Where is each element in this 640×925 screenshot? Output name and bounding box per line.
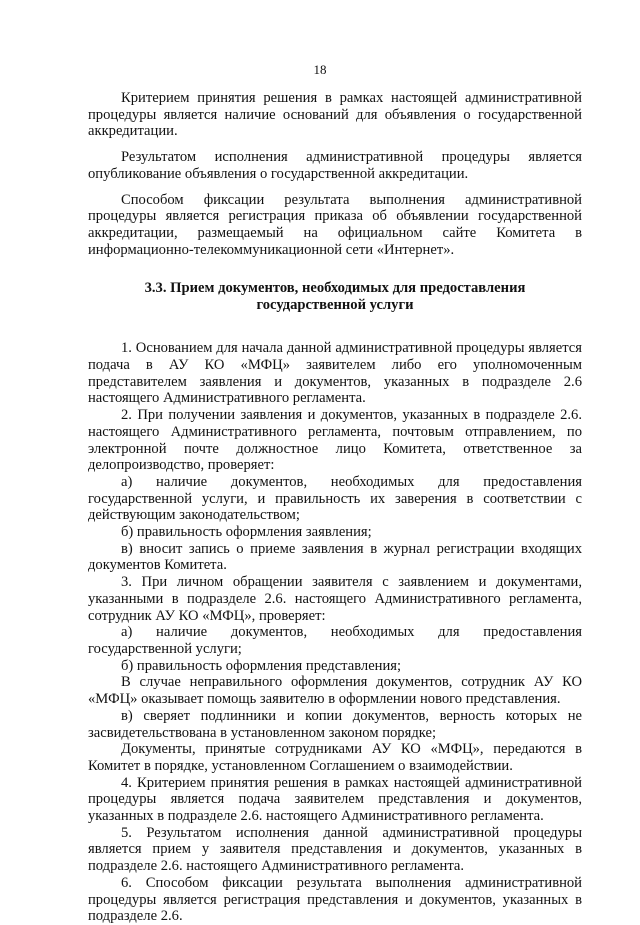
paragraph: Критерием принятия решения в рамках настоящей административной процедуры является наличие оснований для объявления о государственной аккредитации. (88, 90, 582, 140)
list-item: в) вносит запись о приеме заявления в журнал регистрации входящих документов Комитета. (88, 540, 582, 574)
paragraph: 6. Способом фиксации результата выполнения административной процедуры является регистрация представления и документов, указанных в подразделе 2.6. (88, 874, 582, 925)
list-item: а) наличие документов, необходимых для предоставления государственной услуги; (88, 624, 582, 657)
list-item: б) правильность оформления представления; (121, 657, 402, 674)
paragraph: 5. Результатом исполнения данной административной процедуры является прием у заявителя представления и документов, указанных в подразделе 2.6. настоящего Административного регламента. (88, 824, 582, 875)
page-number: 18 (313, 62, 327, 77)
paragraph: Способом фиксации результата выполнения административной процедуры является регистрация приказа об объявлении государственной аккредитации, размещаемый на официальном сайте Комитета в информационно-телекоммуникационной сети «Интернет». (88, 191, 582, 258)
paragraph: Документы, принятые сотрудниками АУ КО «МФЦ», передаются в Комитет в порядке, установленном Соглашением о взаимодействии. (88, 741, 582, 774)
paragraph: Результатом исполнения административной процедуры является опубликование объявления о государственной аккредитации. (88, 149, 582, 182)
list-item: а) наличие документов, необходимых для предоставления государственной услуги, и правильность их заверения в соответствии с действующим законодательством; (88, 473, 582, 524)
section-heading-line: 3.3. Прием документов, необходимых для предоставления (144, 280, 526, 297)
paragraph: 2. При получении заявления и документов, указанных в подразделе 2.6. настоящего Административного регламента, почтовым отправлением, по электронной почте должностное лицо Комитета, ответственное за делопроизводство, проверяет: (88, 407, 582, 474)
paragraph: 1. Основанием для начала данной административной процедуры является подача в АУ КО «МФЦ» заявителем либо его уполномоченным представителем заявления и документов, указанных в подразделе 2.6 настоящего Административного регламента. (88, 340, 582, 407)
paragraph: 4. Критерием принятия решения в рамках настоящей административной процедуры является подача заявителем представления и документов, указанных в подразделе 2.6. настоящего Административного регламента. (88, 774, 582, 825)
section-heading (88, 280, 582, 314)
paragraph: В случае неправильного оформления документов, сотрудник АУ КО «МФЦ» оказывает помощь заявителю в оформлении нового представления. (88, 674, 582, 708)
list-item: б) правильность оформления заявления; (121, 524, 372, 541)
list-item: в) сверяет подлинники и копии документов, верность которых не засвидетельствована в установленном законом порядке; (88, 707, 582, 741)
page-content (88, 90, 582, 925)
paragraph: 3. При личном обращении заявителя с заявлением и документами, указанными в подразделе 2.6. настоящего Административного регламента, сотрудник АУ КО «МФЦ», проверяет: (88, 574, 582, 624)
section-heading-line: государственной услуги (256, 297, 414, 314)
